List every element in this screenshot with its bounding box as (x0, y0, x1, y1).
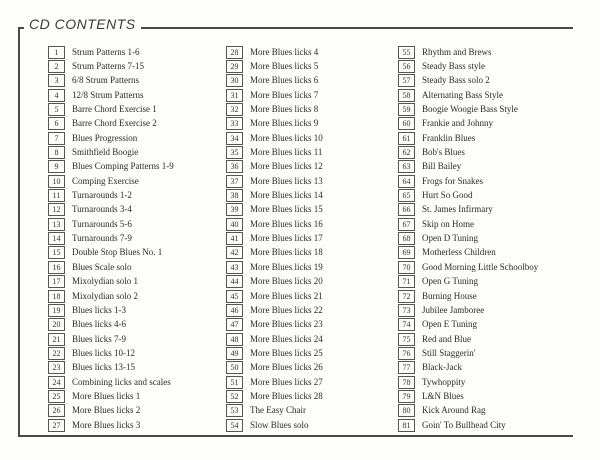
track-title: Blues licks 4-6 (72, 319, 126, 330)
track-number-box: 51 (226, 376, 243, 389)
track-title: More Blues licks 13 (250, 175, 323, 186)
track-item (226, 275, 401, 289)
track-number-box: 54 (226, 419, 243, 432)
track-title: Hurt So Good (422, 190, 473, 201)
track-number-box: 73 (398, 304, 415, 317)
track-number-box: 21 (48, 333, 65, 346)
track-item (48, 88, 223, 102)
track-number-box: 79 (398, 390, 415, 403)
track-title: Bill Bailey (422, 161, 462, 172)
track-number-box: 75 (398, 333, 415, 346)
track-number-box: 61 (398, 132, 415, 145)
track-title: Motherless Children (422, 247, 496, 258)
track-item (398, 59, 573, 73)
track-title: Slow Blues solo (250, 419, 309, 430)
track-title: More Blues licks 5 (250, 61, 319, 72)
track-number-box: 4 (48, 89, 65, 102)
track-item (48, 404, 223, 418)
track-item (226, 303, 401, 317)
track-title: Red and Blue (422, 333, 471, 344)
track-number-box: 56 (398, 60, 415, 73)
track-number-box: 8 (48, 146, 65, 159)
track-title: More Blues licks 7 (250, 89, 319, 100)
track-number-box: 66 (398, 203, 415, 216)
track-title: Steady Bass style (422, 61, 485, 72)
track-item (48, 59, 223, 73)
track-number-box: 76 (398, 347, 415, 360)
track-title: Blues licks 13-15 (72, 362, 135, 373)
track-number-box: 59 (398, 103, 415, 116)
track-number-box: 31 (226, 89, 243, 102)
track-item (398, 332, 573, 346)
track-number-box: 12 (48, 203, 65, 216)
track-number-box: 34 (226, 132, 243, 145)
track-title: Turnarounds 3-4 (72, 204, 132, 215)
track-title: Burning House (422, 290, 477, 301)
track-number-box: 71 (398, 275, 415, 288)
track-number-box: 36 (226, 160, 243, 173)
track-title: More Blues licks 8 (250, 104, 319, 115)
track-item (398, 160, 573, 174)
track-item (48, 231, 223, 245)
track-number-box: 65 (398, 189, 415, 202)
track-item (226, 74, 401, 88)
track-number-box: 7 (48, 132, 65, 145)
track-item (226, 289, 401, 303)
track-title: More Blues licks 22 (250, 304, 323, 315)
track-title: Blues licks 1-3 (72, 304, 126, 315)
track-item (226, 88, 401, 102)
track-number-box: 78 (398, 376, 415, 389)
track-title: More Blues licks 26 (250, 362, 323, 373)
track-title: Turnarounds 1-2 (72, 190, 132, 201)
track-title: More Blues licks 12 (250, 161, 323, 172)
track-item (226, 332, 401, 346)
track-title: The Easy Chair (250, 405, 306, 416)
track-title: Skip on Home (422, 218, 475, 229)
track-column-3 (398, 45, 573, 432)
track-title: Barre Chord Exercise 1 (72, 104, 157, 115)
track-number-box: 72 (398, 290, 415, 303)
track-number-box: 69 (398, 246, 415, 259)
track-title: More Blues licks 4 (250, 46, 319, 57)
track-number-box: 13 (48, 218, 65, 231)
track-title: More Blues licks 18 (250, 247, 323, 258)
track-item (48, 131, 223, 145)
track-number-box: 42 (226, 246, 243, 259)
track-number-box: 15 (48, 246, 65, 259)
track-number-box: 29 (226, 60, 243, 73)
track-item (398, 188, 573, 202)
track-number-box: 63 (398, 160, 415, 173)
track-title: Boogie Woogie Bass Style (422, 104, 518, 115)
track-number-box: 60 (398, 117, 415, 130)
track-number-box: 55 (398, 46, 415, 59)
track-title: More Blues licks 23 (250, 319, 323, 330)
track-title: Black-Jack (422, 362, 462, 373)
track-title: Strum Patterns 7-15 (72, 61, 144, 72)
track-item (48, 145, 223, 159)
track-number-box: 19 (48, 304, 65, 317)
track-title: More Blues licks 27 (250, 376, 323, 387)
track-title: 6/8 Strum Patterns (72, 75, 139, 86)
track-number-box: 38 (226, 189, 243, 202)
track-number-box: 58 (398, 89, 415, 102)
track-title: Mixolydian solo 2 (72, 290, 139, 301)
track-title: Steady Bass solo 2 (422, 75, 490, 86)
track-title: More Blues licks 2 (72, 405, 141, 416)
track-title: More Blues licks 1 (72, 390, 141, 401)
track-item (398, 303, 573, 317)
track-item (226, 203, 401, 217)
track-title: Smithfield Boogie (72, 147, 139, 158)
track-item (398, 45, 573, 59)
track-number-box: 44 (226, 275, 243, 288)
track-item (398, 246, 573, 260)
track-title: More Blues licks 11 (250, 147, 323, 158)
track-number-box: 5 (48, 103, 65, 116)
track-title: Strum Patterns 1-6 (72, 46, 140, 57)
track-number-box: 47 (226, 318, 243, 331)
track-item (48, 375, 223, 389)
track-item (226, 389, 401, 403)
track-item (398, 346, 573, 360)
track-title: Franklin Blues (422, 132, 476, 143)
track-title: More Blues licks 25 (250, 347, 323, 358)
track-item (226, 260, 401, 274)
track-title: L&N Blues (422, 390, 464, 401)
track-number-box: 53 (226, 404, 243, 417)
track-item (226, 131, 401, 145)
track-item (226, 318, 401, 332)
track-number-box: 27 (48, 419, 65, 432)
track-item (48, 117, 223, 131)
track-item (398, 418, 573, 432)
track-item (398, 289, 573, 303)
track-number-box: 43 (226, 261, 243, 274)
track-item (226, 145, 401, 159)
track-title: Good Morning Little Schoolboy (422, 261, 539, 272)
track-number-box: 46 (226, 304, 243, 317)
track-number-box: 17 (48, 275, 65, 288)
track-number-box: 45 (226, 290, 243, 303)
track-number-box: 24 (48, 376, 65, 389)
track-number-box: 9 (48, 160, 65, 173)
track-item (48, 389, 223, 403)
track-item (398, 74, 573, 88)
track-number-box: 3 (48, 74, 65, 87)
track-title: Combining licks and scales (72, 376, 171, 387)
track-title: More Blues licks 20 (250, 276, 323, 287)
track-item (48, 332, 223, 346)
track-title: Open D Tuning (422, 233, 479, 244)
track-item (226, 45, 401, 59)
track-item (398, 217, 573, 231)
track-item (48, 318, 223, 332)
track-number-box: 74 (398, 318, 415, 331)
track-title: More Blues licks 10 (250, 132, 323, 143)
track-item (48, 45, 223, 59)
track-title: Jubilee Jamboree (422, 304, 485, 315)
track-item (226, 375, 401, 389)
track-title: Blues Progression (72, 132, 138, 143)
track-number-box: 50 (226, 361, 243, 374)
track-number-box: 33 (226, 117, 243, 130)
track-number-box: 37 (226, 175, 243, 188)
track-item (398, 145, 573, 159)
track-title: Goin' To Bullhead City (422, 419, 506, 430)
track-number-box: 52 (226, 390, 243, 403)
track-item (48, 102, 223, 116)
track-item (226, 188, 401, 202)
track-item (226, 217, 401, 231)
track-title: Blues licks 10-12 (72, 347, 135, 358)
track-number-box: 48 (226, 333, 243, 346)
track-number-box: 20 (48, 318, 65, 331)
track-title: Comping Exercise (72, 175, 139, 186)
track-number-box: 6 (48, 117, 65, 130)
track-title: Rhythm and Brews (422, 46, 492, 57)
track-title: Kick Around Rag (422, 405, 486, 416)
track-number-box: 18 (48, 290, 65, 303)
track-number-box: 70 (398, 261, 415, 274)
track-item (226, 231, 401, 245)
track-item (398, 375, 573, 389)
track-number-box: 80 (398, 404, 415, 417)
track-item (398, 102, 573, 116)
track-item (48, 260, 223, 274)
track-title: Frogs for Snakes (422, 175, 483, 186)
track-item (226, 102, 401, 116)
track-item (48, 361, 223, 375)
track-item (398, 318, 573, 332)
track-item (48, 74, 223, 88)
track-number-box: 40 (226, 218, 243, 231)
track-item (226, 174, 401, 188)
track-title: Blues Scale solo (72, 261, 132, 272)
track-number-box: 2 (48, 60, 65, 73)
track-title: More Blues licks 21 (250, 290, 323, 301)
track-number-box: 30 (226, 74, 243, 87)
track-title: Barre Chord Exercise 2 (72, 118, 157, 129)
track-number-box: 39 (226, 203, 243, 216)
track-item (226, 117, 401, 131)
track-title: Mixolydian solo 1 (72, 276, 139, 287)
track-title: Bob's Blues (422, 147, 465, 158)
track-title: Open E Tuning (422, 319, 478, 330)
track-item (48, 188, 223, 202)
track-item (398, 389, 573, 403)
track-title: Blues Comping Patterns 1-9 (72, 161, 174, 172)
track-item (48, 418, 223, 432)
track-title: More Blues licks 9 (250, 118, 319, 129)
track-title: Frankie and Johnny (422, 118, 493, 129)
track-number-box: 28 (226, 46, 243, 59)
track-title: More Blues licks 15 (250, 204, 323, 215)
track-item (398, 361, 573, 375)
track-title: More Blues licks 28 (250, 390, 323, 401)
track-item (226, 246, 401, 260)
track-item (226, 160, 401, 174)
track-number-box: 77 (398, 361, 415, 374)
track-number-box: 1 (48, 46, 65, 59)
track-title: Turnarounds 5-6 (72, 218, 132, 229)
track-item (48, 203, 223, 217)
track-item (226, 361, 401, 375)
track-item (398, 117, 573, 131)
track-column-2 (226, 45, 401, 432)
track-item (48, 275, 223, 289)
track-item (226, 346, 401, 360)
track-item (48, 160, 223, 174)
track-item (398, 404, 573, 418)
track-item (48, 289, 223, 303)
track-title: More Blues licks 16 (250, 218, 323, 229)
track-item (48, 174, 223, 188)
track-item (48, 217, 223, 231)
track-item (398, 260, 573, 274)
track-item (226, 59, 401, 73)
track-item (398, 131, 573, 145)
track-number-box: 81 (398, 419, 415, 432)
track-number-box: 64 (398, 175, 415, 188)
track-number-box: 35 (226, 146, 243, 159)
track-title: More Blues licks 17 (250, 233, 323, 244)
track-title: Blues licks 7-9 (72, 333, 126, 344)
track-item (226, 418, 401, 432)
track-item (398, 275, 573, 289)
track-number-box: 62 (398, 146, 415, 159)
track-number-box: 26 (48, 404, 65, 417)
track-title: 12/8 Strum Patterns (72, 89, 144, 100)
track-number-box: 68 (398, 232, 415, 245)
track-title: More Blues licks 14 (250, 190, 323, 201)
track-item (226, 404, 401, 418)
track-number-box: 41 (226, 232, 243, 245)
track-title: More Blues licks 3 (72, 419, 141, 430)
track-item (398, 203, 573, 217)
track-number-box: 10 (48, 175, 65, 188)
track-item (398, 88, 573, 102)
track-number-box: 67 (398, 218, 415, 231)
track-number-box: 32 (226, 103, 243, 116)
track-title: Open G Tuning (422, 276, 479, 287)
track-number-box: 25 (48, 390, 65, 403)
track-column-1 (48, 45, 223, 432)
track-title: More Blues licks 6 (250, 75, 319, 86)
track-title: St. James Infirmary (422, 204, 493, 215)
track-number-box: 23 (48, 361, 65, 374)
track-item (48, 303, 223, 317)
track-item (48, 246, 223, 260)
track-number-box: 14 (48, 232, 65, 245)
track-number-box: 22 (48, 347, 65, 360)
track-item (48, 346, 223, 360)
track-title: Turnarounds 7-9 (72, 233, 132, 244)
track-title: Tywhoppity (422, 376, 466, 387)
contents-heading: CD CONTENTS (24, 16, 141, 32)
track-title: More Blues licks 24 (250, 333, 323, 344)
track-item (398, 174, 573, 188)
track-number-box: 49 (226, 347, 243, 360)
track-number-box: 57 (398, 74, 415, 87)
track-title: Alternating Bass Style (422, 89, 503, 100)
track-number-box: 11 (48, 189, 65, 202)
track-item (398, 231, 573, 245)
track-title: Still Staggerin' (422, 347, 476, 358)
track-number-box: 16 (48, 261, 65, 274)
track-title: Double Stop Blues No. 1 (72, 247, 163, 258)
track-title: More Blues licks 19 (250, 261, 323, 272)
